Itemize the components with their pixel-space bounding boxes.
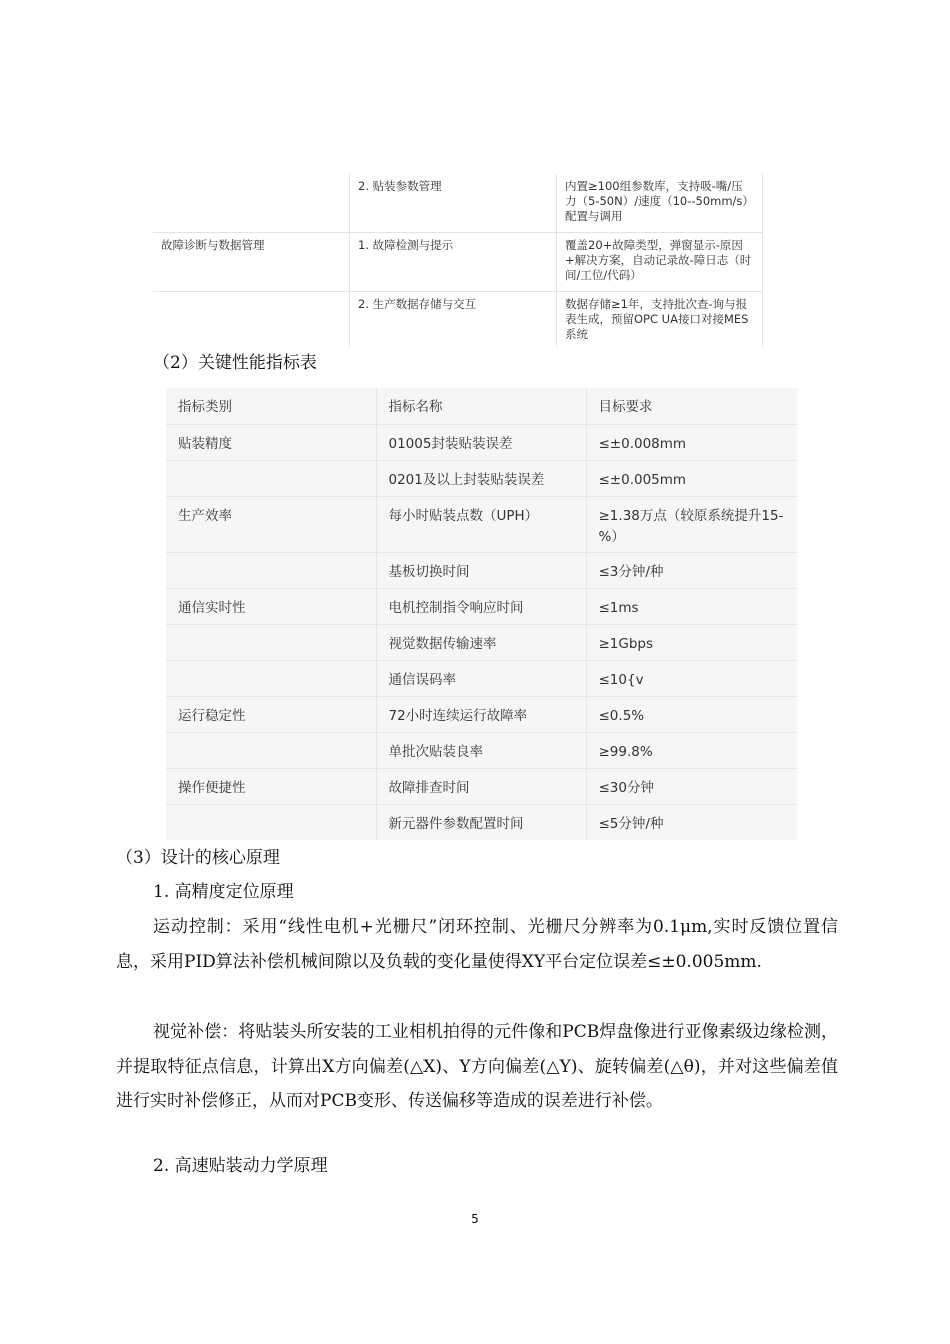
table-row bbox=[166, 696, 797, 732]
table-cell-item: 1. 故障检测与提示 bbox=[350, 233, 557, 292]
table-row bbox=[166, 804, 797, 840]
table-row bbox=[166, 588, 797, 624]
cell-category bbox=[166, 804, 376, 840]
cell-name: 基板切换时间 bbox=[376, 552, 586, 588]
cell-category bbox=[166, 732, 376, 768]
subsection-1-title: 1. 高精度定位原理 bbox=[153, 882, 294, 902]
cell-target: ≥1Gbps bbox=[586, 624, 797, 660]
cell-target: ≤±0.005mm bbox=[586, 460, 797, 496]
table-row bbox=[166, 424, 797, 460]
cell-name: 故障排查时间 bbox=[376, 768, 586, 804]
table-row bbox=[166, 660, 797, 696]
cell-category bbox=[166, 460, 376, 496]
cell-target: ≤1ms bbox=[586, 588, 797, 624]
table-row bbox=[166, 552, 797, 588]
cell-category bbox=[166, 624, 376, 660]
cell-name: 每小时贴装点数（UPH） bbox=[376, 496, 586, 552]
function-table-continued bbox=[153, 174, 763, 347]
table-row bbox=[166, 624, 797, 660]
cell-category bbox=[166, 660, 376, 696]
header-name: 指标名称 bbox=[376, 388, 586, 424]
table-cell-requirement: 覆盖20+故障类型，弹窗显示-原因+解决方案，自动记录故-障日志（时间/工位/代码） bbox=[557, 233, 763, 292]
table-row bbox=[166, 496, 797, 552]
cell-name: 01005封装贴装误差 bbox=[376, 424, 586, 460]
cell-category: 通信实时性 bbox=[166, 588, 376, 624]
cell-target: ≥1.38万点（较原系统提升15-%） bbox=[586, 496, 797, 552]
cell-name: 视觉数据传输速率 bbox=[376, 624, 586, 660]
page-number: 5 bbox=[471, 1212, 479, 1226]
kpi-table bbox=[166, 388, 797, 840]
section-3-title: （3）设计的核心原理 bbox=[116, 848, 280, 868]
cell-name: 电机控制指令响应时间 bbox=[376, 588, 586, 624]
header-category: 指标类别 bbox=[166, 388, 376, 424]
paragraph-vision-compensation: 视觉补偿：将贴装头所安装的工业相机拍得的元件像和PCB焊盘像进行亚像素级边缘检测，并提取特征点信息，计算出X方向偏差(△X)、Y方向偏差(△Y)、旋转偏差(△θ)，并对这些偏差值进行实时补偿修正，从而对PCB变形、传送偏移等造成的误差进行补偿。 bbox=[116, 1022, 838, 1111]
cell-category: 运行稳定性 bbox=[166, 696, 376, 732]
table-cell-item: 2. 生产数据存储与交互 bbox=[350, 292, 557, 348]
table-cell-category bbox=[153, 292, 350, 348]
cell-category: 操作便捷性 bbox=[166, 768, 376, 804]
cell-name: 0201及以上封装贴装误差 bbox=[376, 460, 586, 496]
table-cell-requirement: 内置≥100组参数库，支持吸-嘴/压力（5-50N）/速度（10--50mm/s）配置与调用 bbox=[557, 174, 763, 233]
cell-category: 贴装精度 bbox=[166, 424, 376, 460]
section-2-title: （2）关键性能指标表 bbox=[153, 353, 317, 373]
cell-name: 72小时连续运行故障率 bbox=[376, 696, 586, 732]
cell-name: 新元器件参数配置时间 bbox=[376, 804, 586, 840]
table-cell-requirement: 数据存储≥1年，支持批次查-询与报表生成，预留OPC UA接口对接MES系统 bbox=[557, 292, 763, 348]
table-row bbox=[153, 233, 763, 292]
table-row bbox=[166, 732, 797, 768]
cell-name: 单批次贴装良率 bbox=[376, 732, 586, 768]
table-header-row bbox=[166, 388, 797, 424]
table-cell-category: 故障诊断与数据管理 bbox=[153, 233, 350, 292]
cell-category bbox=[166, 552, 376, 588]
cell-category: 生产效率 bbox=[166, 496, 376, 552]
cell-target: ≤±0.008mm bbox=[586, 424, 797, 460]
cell-target: ≤5分钟/种 bbox=[586, 804, 797, 840]
cell-target: ≤10{v bbox=[586, 660, 797, 696]
cell-target: ≤3分钟/种 bbox=[586, 552, 797, 588]
cell-target: ≥99.8% bbox=[586, 732, 797, 768]
paragraph-motion-control: 运动控制：采用“线性电机+光栅尺”闭环控制、光栅尺分辨率为0.1μm,实时反馈位置信息，采用PID算法补偿机械间隙以及负载的变化量使得XY平台定位误差≤±0.005mm. bbox=[116, 917, 838, 972]
table-cell-category bbox=[153, 174, 350, 233]
cell-name: 通信误码率 bbox=[376, 660, 586, 696]
subsection-2-title: 2. 高速贴装动力学原理 bbox=[153, 1156, 328, 1176]
header-target: 目标要求 bbox=[586, 388, 797, 424]
table-cell-item: 2. 贴装参数管理 bbox=[350, 174, 557, 233]
table-row bbox=[166, 460, 797, 496]
table-row bbox=[153, 174, 763, 233]
cell-target: ≤0.5% bbox=[586, 696, 797, 732]
table-row bbox=[166, 768, 797, 804]
cell-target: ≤30分钟 bbox=[586, 768, 797, 804]
table-row bbox=[153, 292, 763, 348]
